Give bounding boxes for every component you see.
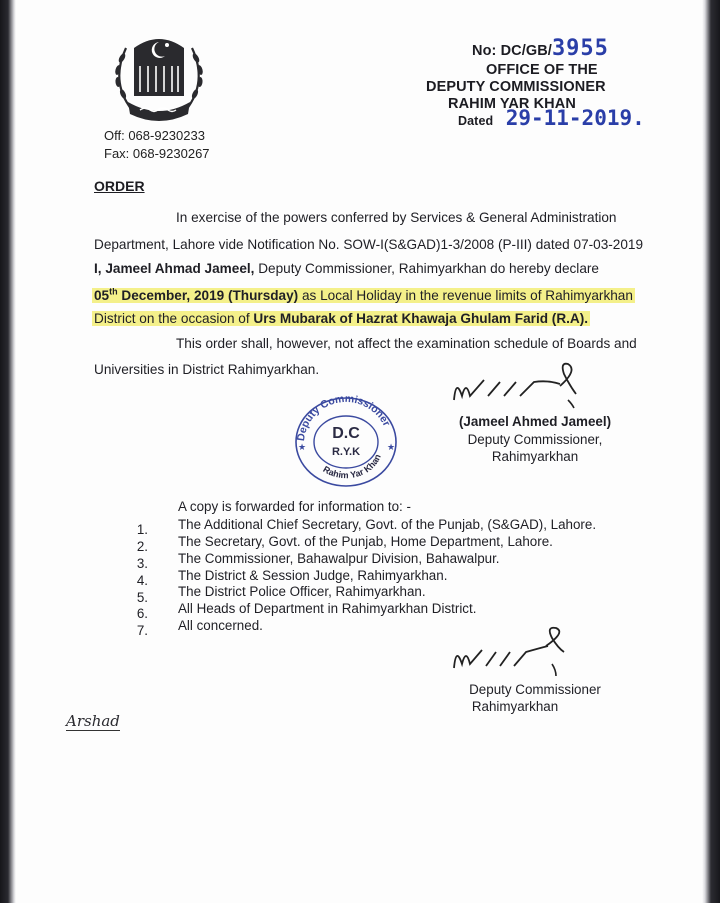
scan-frame-right: [702, 0, 720, 903]
list-item: All Heads of Department in Rahimyarkhan District.: [178, 601, 477, 616]
copy-intro: A copy is forwarded for information to: -: [178, 499, 411, 514]
office-line-1: OFFICE OF THE: [486, 62, 598, 78]
para2-line1: This order shall, however, not affect the examination schedule of Boards and: [176, 336, 637, 351]
holiday-date-highlight: 05th December, 2019 (Thursday) as Local Holiday in the revenue limits of Rahimyarkhan: [94, 286, 633, 303]
office-line-2: DEPUTY COMMISSIONER: [426, 79, 606, 95]
para1-line3: I, Jameel Ahmad Jameel, Deputy Commissioner, Rahimyarkhan do hereby declare: [94, 261, 599, 276]
fax-number: Fax: 068-9230267: [104, 146, 210, 161]
date-block: [458, 106, 645, 130]
official-stamp: [290, 388, 402, 488]
signature-mark: [448, 360, 588, 410]
footer-sign-title: Deputy Commissioner: [469, 682, 601, 697]
list-item: The Commissioner, Bahawalpur Division, Bahawalpur.: [178, 551, 500, 566]
para1-line2: Department, Lahore vide Notification No. SOW-I(S&GAD)1-3/2008 (P-III) dated 07-03-2019: [94, 237, 644, 252]
list-item-number: 4.: [136, 573, 148, 588]
stamp-center-line1: D.C: [332, 425, 360, 442]
list-item: The Secretary, Govt. of the Punjab, Home Department, Lahore.: [178, 534, 553, 549]
stamp-arc-bottom: Rahim Yar Khan: [321, 452, 383, 481]
para1-line4: [92, 286, 635, 303]
stamp-arc-top: Deputy Commissioner: [295, 392, 393, 442]
holiday-date: 05th December, 2019 (Thursday): [94, 286, 299, 303]
dated-value-handwritten: 29-11-2019.: [505, 106, 645, 130]
star-icon: ★: [298, 442, 307, 452]
signatory-title: Deputy Commissioner,: [467, 432, 603, 447]
occasion-name: Urs Mubarak of Hazrat Khawaja Ghulam Farid (R.A).: [253, 311, 589, 326]
signatory-place: Rahimyarkhan: [491, 449, 579, 464]
footer-signature-mark: [448, 624, 578, 678]
list-item-number: 5.: [136, 590, 148, 605]
office-phone: Off: 068-9230233: [104, 128, 205, 143]
dated-label: Dated: [458, 114, 494, 128]
office-line-3: RAHIM YAR KHAN: [448, 96, 576, 112]
occasion-highlight: District on the occasion of Urs Mubarak of Hazrat Khawaja Ghulam Farid (R.A).: [94, 311, 589, 326]
para1-line5: [92, 311, 590, 326]
scan-frame-left: [0, 0, 16, 903]
reference-number-handwritten: 3955: [551, 36, 609, 61]
list-item-number: 2.: [136, 539, 148, 554]
para1-line1: In exercise of the powers conferred by Services & General Administration: [176, 210, 617, 225]
reference-prefix: No: DC/GB/: [472, 43, 552, 59]
list-item: The Additional Chief Secretary, Govt. of the Punjab, (S&GAD), Lahore.: [178, 517, 597, 532]
signatory-name: (Jameel Ahmed Jameel): [458, 414, 612, 429]
declarant-name: I, Jameel Ahmad Jameel,: [94, 261, 255, 276]
reference-number: [472, 36, 609, 61]
list-item: The District Police Officer, Rahimyarkhan.: [178, 584, 426, 599]
list-item: The District & Session Judge, Rahimyarkhan.: [178, 568, 448, 583]
list-item-number: 1.: [136, 522, 148, 537]
punjab-government-logo: [104, 18, 214, 128]
order-heading: ORDER: [94, 178, 145, 194]
list-item-number: 7.: [136, 623, 148, 638]
list-item: All concerned.: [178, 618, 263, 633]
footer-sign-place: Rahimyarkhan: [471, 699, 559, 714]
list-item-number: 6.: [136, 606, 148, 621]
star-icon: ★: [387, 442, 396, 452]
list-item-number: 3.: [136, 556, 148, 571]
para2-line2: Universities in District Rahimyarkhan.: [94, 362, 320, 377]
clerk-initials: Arshad: [66, 712, 120, 730]
stamp-center-line2: R.Y.K: [331, 446, 361, 458]
